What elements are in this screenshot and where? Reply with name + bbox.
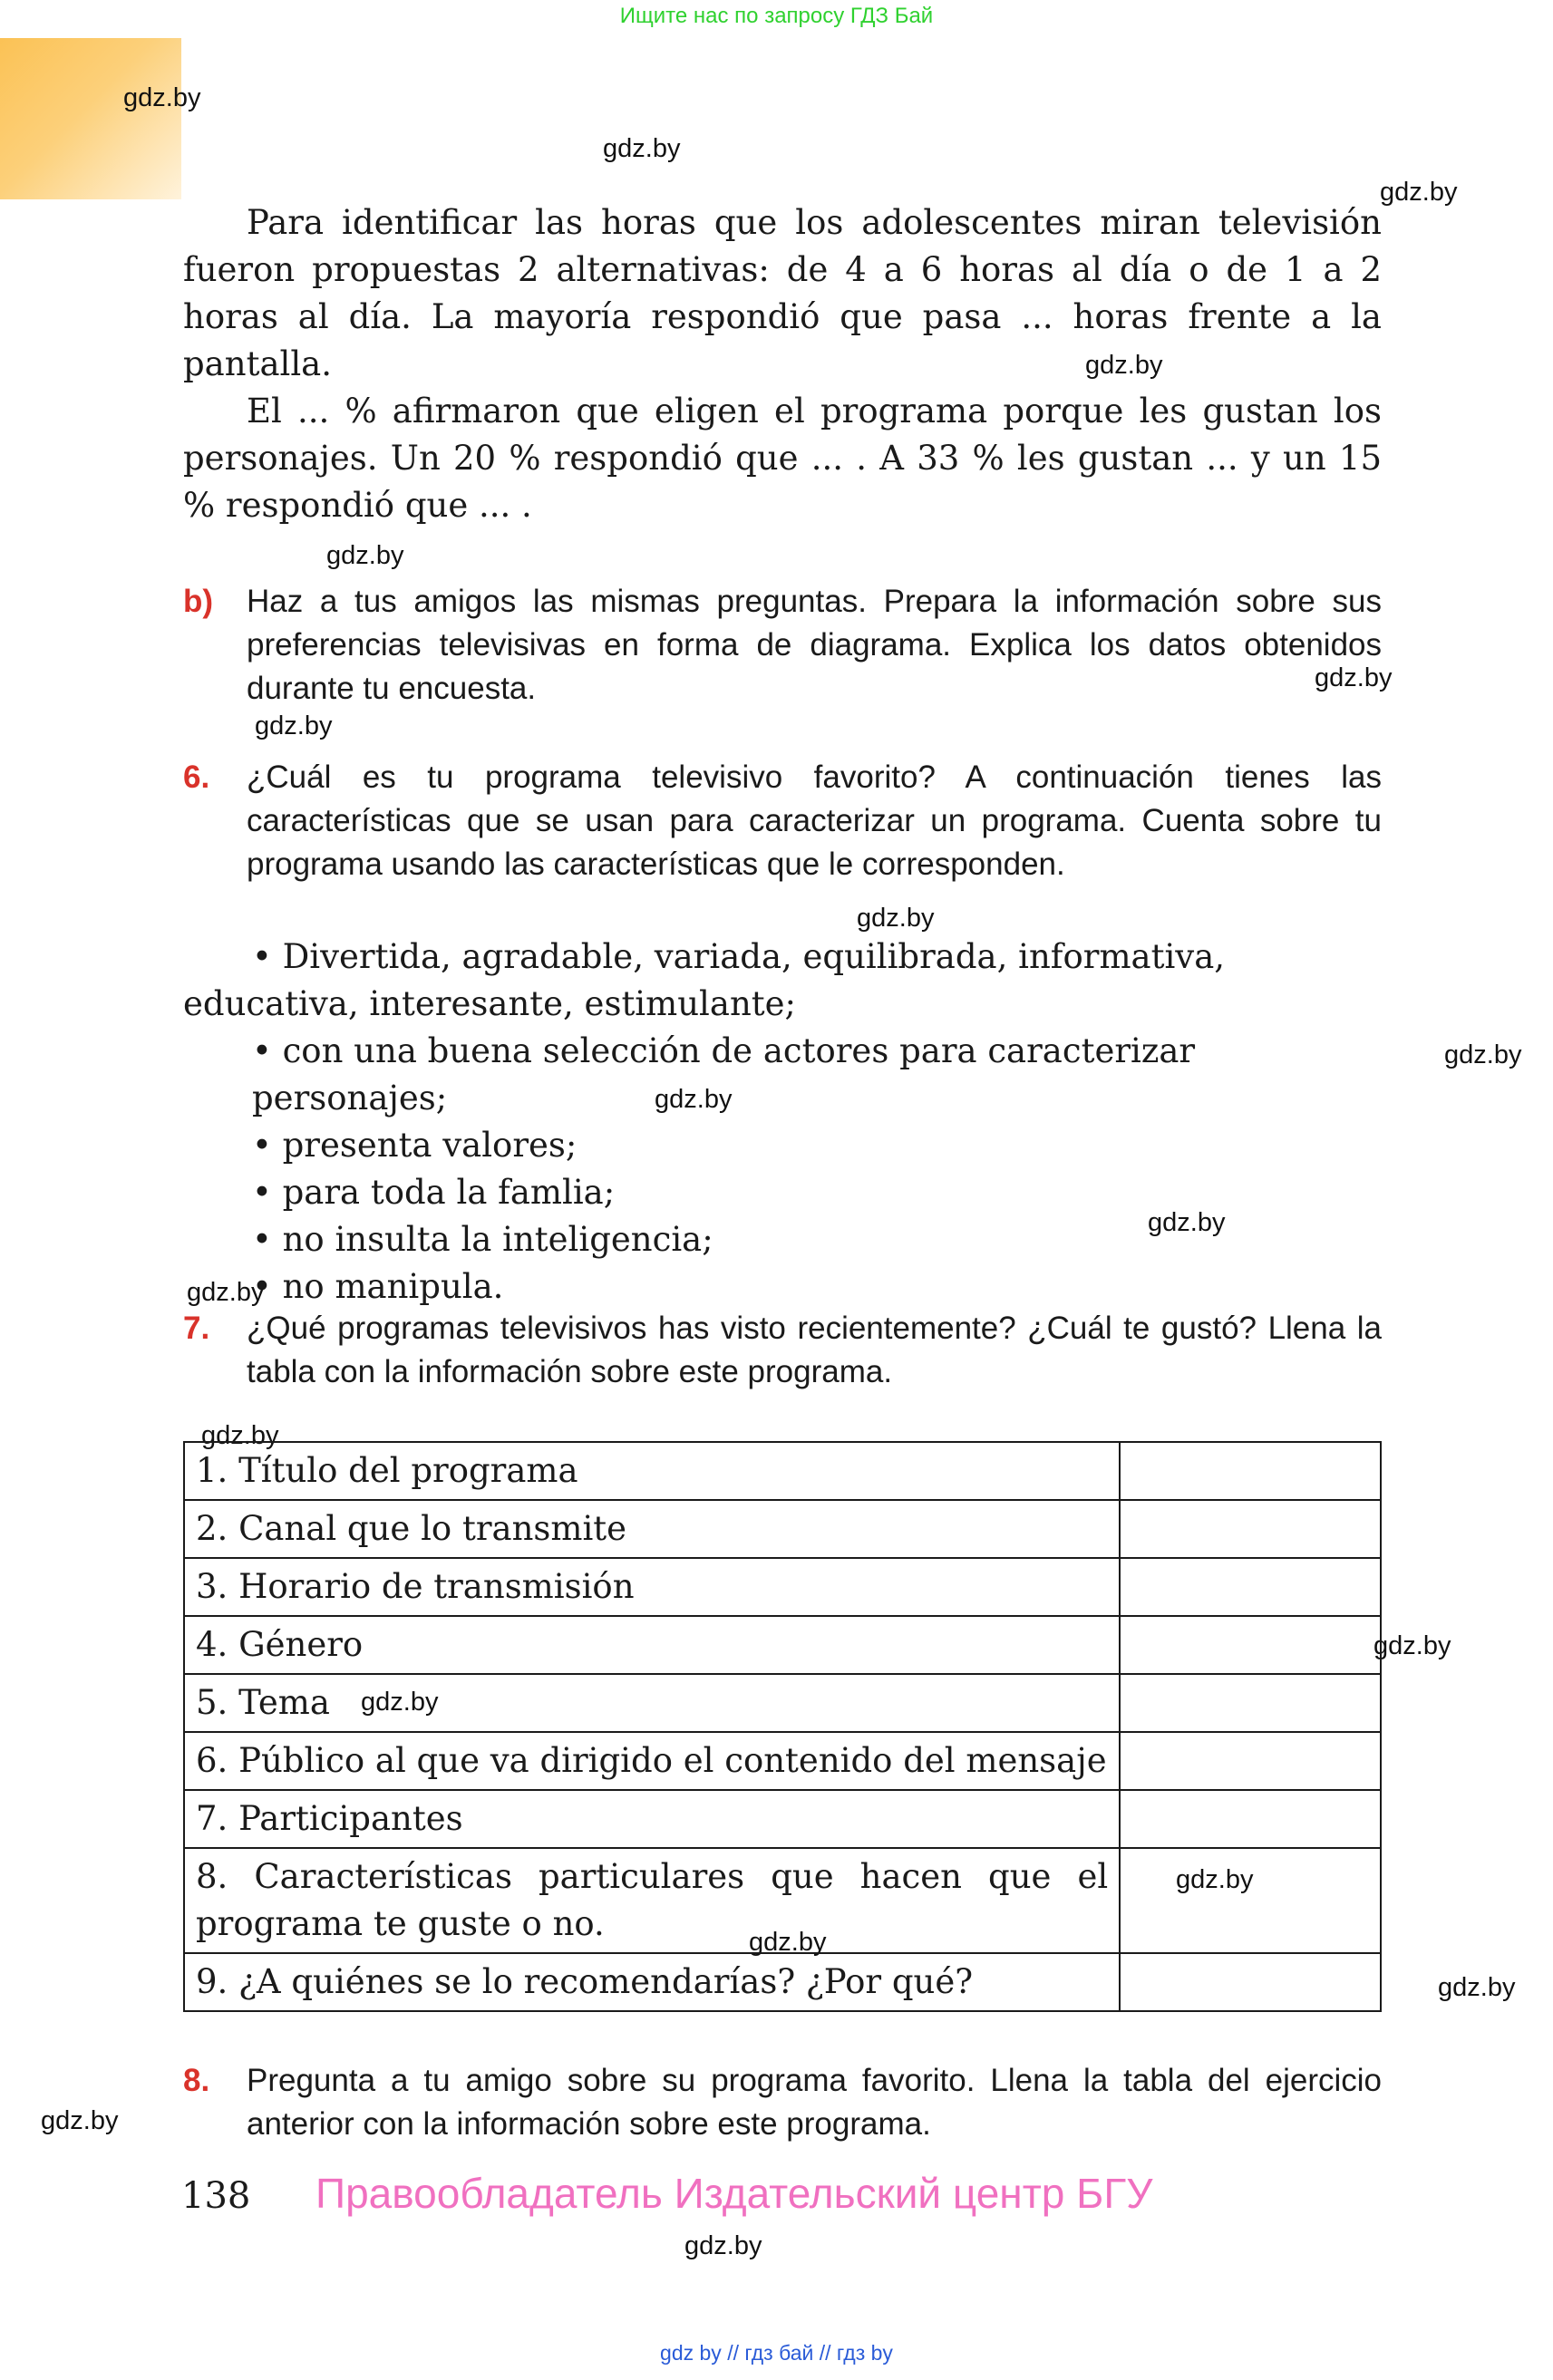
watermark: gdz.by [749,1928,827,1957]
table-row [184,1616,1381,1674]
exercise-7 [183,1307,1382,1394]
list-item: • presenta valores; [252,1126,578,1165]
program-info-table [183,1441,1382,2012]
watermark: gdz.by [1438,1973,1516,2002]
table-row [184,1442,1381,1500]
table-row [184,1500,1381,1558]
table-row [184,1674,1381,1732]
watermark: gdz.by [603,134,681,163]
table-cell-label: 1. Título del programa [184,1442,1120,1500]
table-row [184,1732,1381,1790]
list-item: • Divertida, agradable, variada, equilibrada, informativa, [252,937,1226,976]
exercise-8 [183,2059,1382,2146]
table-cell-answer[interactable] [1120,1500,1381,1558]
table-cell-label: 3. Horario de transmisión [184,1558,1120,1616]
watermark: gdz.by [1148,1208,1226,1237]
watermark: gdz.by [1315,663,1393,692]
watermark: gdz.by [326,541,404,570]
exercise-6-text: ¿Cuál es tu programa televisivo favorito? A continuación tienes las características que se usan para caracterizar un programa. Cuenta sobre tu programa usando las características que le corresponden. [247,759,1382,882]
table-cell-answer[interactable] [1120,1616,1381,1674]
intro-paragraph-1: Para identificar las horas que los adolescentes miran televisión fueron propuestas 2 alternativas: de 4 a 6 horas al día o de 1 a 2 horas al día. La mayoría respondió que pasa ... horas frente a la pantalla. [183,203,1382,383]
corner-decoration [0,38,181,199]
rights-holder: Правообладатель Издательский центр БГУ [315,2170,1153,2217]
table-cell-label: 2. Canal que lo transmite [184,1500,1120,1558]
watermark: gdz.by [361,1688,439,1717]
watermark: gdz.by [1373,1631,1451,1660]
watermark: gdz.by [655,1085,733,1114]
table-row [184,1558,1381,1616]
intro-text [183,199,1382,529]
table-row [184,1848,1381,1953]
list-item: • no manipula. [252,1267,504,1306]
list-item: • para toda la famlia; [252,1173,616,1212]
table-cell-answer[interactable] [1120,1674,1381,1732]
table-row [184,1790,1381,1848]
watermark: gdz.by [1380,178,1458,207]
list-item: • no insulta la inteligencia; [252,1220,713,1259]
table-row [184,1953,1381,2011]
list-item: • con una buena selección de actores para caracterizar personajes; [252,1031,1196,1117]
intro-paragraph-2: El ... % afirmaron que eligen el programa porque les gustan los personajes. Un 20 % respondió que ... . A 33 % les gustan ... y un 15 % respondió que ... . [183,392,1382,525]
table-cell-label: 5. Tema [184,1674,1120,1732]
exercise-b-number: b) [183,584,214,619]
exercise-b [183,580,1382,711]
table-cell-label: 6. Público al que va dirigido el contenido del mensaje [184,1732,1120,1790]
table-cell-label: 9. ¿A quiénes se lo recomendarías? ¿Por qué? [184,1953,1120,2011]
watermark: gdz.by [1085,351,1163,380]
table-cell-label: 4. Género [184,1616,1120,1674]
watermark: gdz.by [1176,1865,1254,1894]
exercise-6 [183,756,1382,886]
table-cell-answer[interactable] [1120,1953,1381,2011]
table-cell-answer[interactable] [1120,1790,1381,1848]
watermark: gdz.by [1444,1040,1522,1069]
table-cell-answer[interactable] [1120,1558,1381,1616]
footer-links[interactable]: gdz by // гдз бай // гдз by [660,2341,893,2365]
list-item-continuation: educativa, interesante, estimulante; [183,984,797,1023]
watermark: gdz.by [41,2106,119,2135]
exercise-8-text: Pregunta a tu amigo sobre su programa favorito. Llena la tabla del ejercicio anterior con la información sobre este programa. [247,2063,1382,2142]
table-cell-answer[interactable] [1120,1848,1381,1953]
exercise-7-text: ¿Qué programas televisivos has visto recientemente? ¿Cuál te gustó? Llena la tabla con la información sobre este programa. [247,1311,1382,1389]
table-cell-label: 7. Participantes [184,1790,1120,1848]
table-cell-answer[interactable] [1120,1442,1381,1500]
characteristics-list [183,934,1382,1311]
page-number: 138 [181,2175,251,2217]
table-cell-answer[interactable] [1120,1732,1381,1790]
watermark: gdz.by [187,1278,265,1307]
exercise-7-number: 7. [183,1311,210,1346]
watermark: gdz.by [684,2231,762,2260]
watermark: gdz.by [255,711,333,740]
exercise-b-text: Haz a tus amigos las mismas preguntas. Prepara la información sobre sus preferencias televisivas en forma de diagrama. Explica los datos obtenidos durante tu encuesta. [247,584,1382,706]
exercise-6-number: 6. [183,759,210,795]
watermark: gdz.by [123,83,201,112]
watermark: gdz.by [857,904,935,933]
table-cell-label: 8. Características particulares que hacen que el programa te guste o no. [184,1848,1120,1953]
watermark: gdz.by [201,1421,279,1450]
exercise-8-number: 8. [183,2063,210,2098]
top-banner: Ищите нас по запросу ГДЗ Бай [619,4,934,28]
